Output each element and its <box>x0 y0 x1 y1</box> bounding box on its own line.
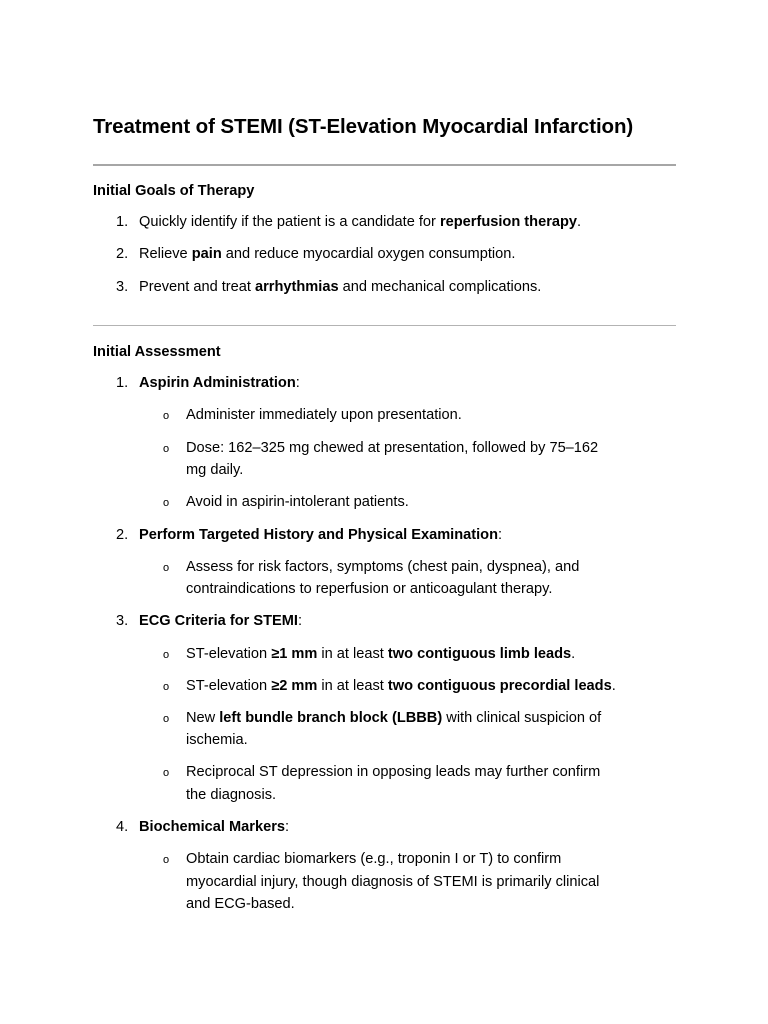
bullet-text: ischemia. <box>186 732 248 748</box>
list-number: 2. <box>116 246 129 262</box>
list-item-goal-1: Quickly identify if the patient is a candidate for reperfusion therapy. <box>139 214 582 230</box>
list-number: 1. <box>116 214 129 230</box>
list-number: 1. <box>116 375 129 391</box>
bullet-icon: o <box>162 410 170 422</box>
bullet-text: ST-elevation ≥1 mm in at least two contiguous limb leads. <box>186 646 576 662</box>
bullet-text: Assess for risk factors, symptoms (chest pain, dyspnea), and <box>186 559 580 575</box>
bullet-text: and ECG-based. <box>186 896 295 912</box>
bullet-icon: o <box>162 443 170 455</box>
list-number: 3. <box>116 279 129 295</box>
list-number: 4. <box>116 819 129 835</box>
bullet-text: Obtain cardiac biomarkers (e.g., troponin I or T) to confirm <box>186 851 562 867</box>
section-heading-assessment: Initial Assessment <box>93 344 221 360</box>
list-item-ecg-criteria: ECG Criteria for STEMI: <box>139 613 302 629</box>
list-item-history-exam: Perform Targeted History and Physical Examination: <box>139 527 503 543</box>
bullet-text: the diagnosis. <box>186 787 277 803</box>
divider <box>93 325 676 326</box>
bullet-icon: o <box>162 713 170 725</box>
list-item-biomarkers: Biochemical Markers: <box>139 819 290 835</box>
bullet-text: ST-elevation ≥2 mm in at least two contiguous precordial leads. <box>186 678 616 694</box>
bullet-text: Avoid in aspirin-intolerant patients. <box>186 494 409 510</box>
bullet-text: myocardial injury, though diagnosis of STEMI is primarily clinical <box>186 874 600 890</box>
bullet-text: New left bundle branch block (LBBB) with clinical suspicion of <box>186 710 602 726</box>
bullet-text: Dose: 162–325 mg chewed at presentation, followed by 75–162 <box>186 440 599 456</box>
list-item-goal-2: Relieve pain and reduce myocardial oxygen consumption. <box>139 246 516 262</box>
bullet-icon: o <box>162 497 170 509</box>
bullet-text: Administer immediately upon presentation. <box>186 407 462 423</box>
bullet-icon: o <box>162 767 170 779</box>
bullet-icon: o <box>162 649 170 661</box>
list-number: 3. <box>116 613 129 629</box>
bullet-icon: o <box>162 854 170 866</box>
list-number: 2. <box>116 527 129 543</box>
document-title: Treatment of STEMI (ST-Elevation Myocardial Infarction) <box>93 115 634 138</box>
list-item-aspirin: Aspirin Administration: <box>139 375 300 391</box>
bullet-icon: o <box>162 681 170 693</box>
section-heading-goals: Initial Goals of Therapy <box>93 183 255 199</box>
list-item-goal-3: Prevent and treat arrhythmias and mechanical complications. <box>139 279 542 295</box>
bullet-text: mg daily. <box>186 462 244 478</box>
bullet-text: Reciprocal ST depression in opposing leads may further confirm <box>186 764 601 780</box>
bullet-icon: o <box>162 562 170 574</box>
divider <box>93 164 676 166</box>
bullet-text: contraindications to reperfusion or anticoagulant therapy. <box>186 581 553 597</box>
